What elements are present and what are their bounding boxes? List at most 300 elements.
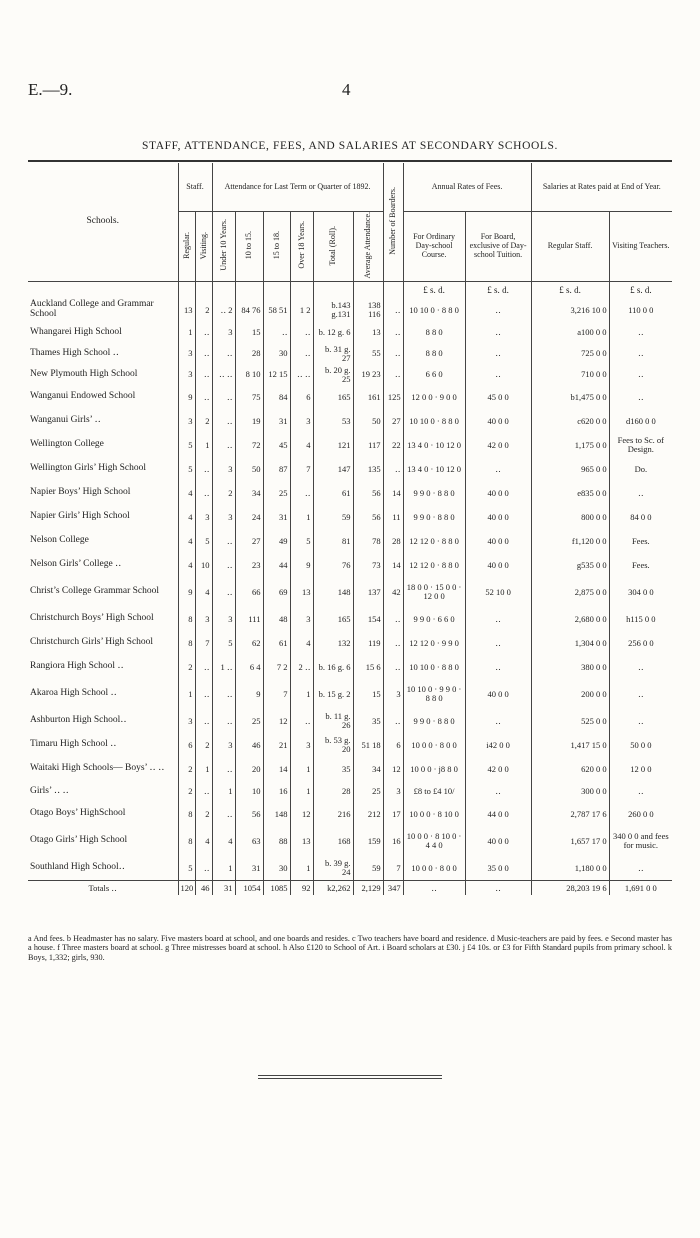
age-15-18: 45 (263, 433, 290, 457)
staff-regular: 8 (178, 802, 195, 826)
col-schools: Schools. (28, 163, 178, 282)
staff-regular: 5 (178, 457, 195, 481)
total-roll: 168 (313, 826, 353, 856)
unit-shillings: s. (566, 285, 572, 296)
school-name: Christchurch Girls’ High School (30, 637, 154, 648)
staff-regular: 8 (178, 607, 195, 631)
total-staff-regular: 120 (178, 881, 195, 896)
staff-regular: 4 (178, 505, 195, 529)
average-attendance: 159 (353, 826, 383, 856)
salary-regular: 1,175 0 0 (531, 433, 609, 457)
average-attendance: 19 23 (353, 364, 383, 385)
total-roll: b. 39 g. 24 (313, 856, 353, 881)
fee-day-school: £8 to £4 10/ (403, 781, 465, 802)
fee-board: ‥ (465, 631, 531, 655)
under-10: ‥ (212, 577, 235, 607)
school-name: Timaru High School ‥ (30, 739, 117, 750)
staff-visiting: ‥ (195, 364, 212, 385)
staff-visiting: ‥ (195, 481, 212, 505)
school-name: Akaroa High School ‥ (30, 688, 117, 699)
staff-regular: 6 (178, 733, 195, 757)
fee-board: ‥ (465, 457, 531, 481)
average-attendance: 51 18 (353, 733, 383, 757)
under-10: ‥ (212, 679, 235, 709)
fee-board: ‥ (465, 607, 531, 631)
salary-visiting: 260 0 0 (609, 802, 672, 826)
table-row (28, 343, 672, 364)
salary-visiting: h115 0 0 (609, 607, 672, 631)
total-roll: 61 (313, 481, 353, 505)
salary-visiting: Fees to Sc. of Design. (609, 433, 672, 457)
age-10-15: 15 (235, 322, 263, 343)
total-roll: 165 (313, 607, 353, 631)
average-attendance: 25 (353, 781, 383, 802)
age-10-15: 62 (235, 631, 263, 655)
over-18: 1 (290, 856, 313, 881)
salary-regular: 1,417 15 0 (531, 733, 609, 757)
staff-visiting: ‥ (195, 655, 212, 679)
total-roll: b. 15 g. 2 (313, 679, 353, 709)
salary-regular: a100 0 0 (531, 322, 609, 343)
over-18: 3 (290, 607, 313, 631)
over-18: 3 (290, 409, 313, 433)
total-roll: 76 (313, 553, 353, 577)
col-fee-board: For Board, exclusive of Day-school Tuition. (465, 212, 531, 282)
fee-day-school: 10 10 0 · 9 9 0 · 8 8 0 (403, 679, 465, 709)
salary-visiting: 110 0 0 (609, 298, 672, 322)
age-15-18: 7 2 (263, 655, 290, 679)
school-name: Waitaki High Schools— Boys’ ‥ ‥ (30, 763, 165, 774)
under-10: ‥ (212, 757, 235, 781)
average-attendance: 56 (353, 481, 383, 505)
age-10-15: 56 (235, 802, 263, 826)
salary-regular: 1,180 0 0 (531, 856, 609, 881)
fee-board: 40 0 0 (465, 529, 531, 553)
average-attendance: 135 (353, 457, 383, 481)
boarders: 42 (383, 577, 403, 607)
staff-regular: 2 (178, 757, 195, 781)
total-age-10-15: 1054 (235, 881, 263, 896)
closing-rule (258, 1078, 442, 1079)
staff-visiting: 4 (195, 826, 212, 856)
average-attendance: 50 (353, 409, 383, 433)
staff-regular: 8 (178, 631, 195, 655)
age-15-18: 31 (263, 409, 290, 433)
boarders: ‥ (383, 343, 403, 364)
total-total-roll: k2,262 (313, 881, 353, 896)
boarders: ‥ (383, 322, 403, 343)
total-roll: b. 16 g. 6 (313, 655, 353, 679)
total-average-attendance: 2,129 (353, 881, 383, 896)
salary-visiting: ‥ (609, 322, 672, 343)
fee-day-school: 10 10 0 · 8 8 0 (403, 655, 465, 679)
total-roll: 53 (313, 409, 353, 433)
table-title: STAFF, ATTENDANCE, FEES, AND SALARIES AT SECONDARY SCHOOLS. (142, 140, 558, 152)
fee-board: 35 0 0 (465, 856, 531, 881)
col-salaries: Salaries at Rates paid at End of Year. (531, 163, 672, 212)
total-roll: b. 31 g. 27 (313, 343, 353, 364)
staff-visiting: 2 (195, 733, 212, 757)
salary-visiting: ‥ (609, 856, 672, 881)
fee-day-school: 10 0 0 · 8 10 0 · 4 4 0 (403, 826, 465, 856)
staff-visiting: ‥ (195, 856, 212, 881)
boarders: 7 (383, 856, 403, 881)
fee-day-school: 6 6 0 (403, 364, 465, 385)
total-roll: b. 11 g. 26 (313, 709, 353, 733)
salary-visiting: ‥ (609, 781, 672, 802)
age-15-18: 69 (263, 577, 290, 607)
table-row (28, 433, 672, 457)
boarders: ‥ (383, 298, 403, 322)
fee-board: 40 0 0 (465, 553, 531, 577)
salary-regular: f1,120 0 0 (531, 529, 609, 553)
table-row (28, 631, 672, 655)
age-15-18: 44 (263, 553, 290, 577)
age-15-18: 84 (263, 385, 290, 409)
col-average: Average Attendance. (353, 212, 383, 282)
age-10-15: 10 (235, 781, 263, 802)
boarders: ‥ (383, 607, 403, 631)
fee-board: 40 0 0 (465, 409, 531, 433)
unit-shillings: s. (636, 285, 643, 296)
salary-visiting: ‥ (609, 655, 672, 679)
boarders: 12 (383, 757, 403, 781)
table-row (28, 655, 672, 679)
unit-shillings: s. (430, 285, 436, 296)
staff-visiting: 7 (195, 631, 212, 655)
age-10-15: 63 (235, 826, 263, 856)
age-10-15: 50 (235, 457, 263, 481)
age-15-18: 148 (263, 802, 290, 826)
staff-visiting: 2 (195, 298, 212, 322)
age-10-15: 72 (235, 433, 263, 457)
units-row (28, 282, 672, 299)
staff-visiting: 2 (195, 802, 212, 826)
secondary-schools-table (28, 163, 672, 895)
age-15-18: ‥ (263, 322, 290, 343)
totals-row (28, 881, 672, 896)
fee-board: 42 0 0 (465, 757, 531, 781)
salary-regular: e835 0 0 (531, 481, 609, 505)
under-10: ‥ (212, 802, 235, 826)
age-15-18: 14 (263, 757, 290, 781)
total-roll: b.143 g.131 (313, 298, 353, 322)
boarders: 17 (383, 802, 403, 826)
staff-regular: 3 (178, 343, 195, 364)
footnotes: a And fees. b Headmaster has no salary. Five masters board at school, and one boards and resides. c Two teachers have board and residence. d Music-teachers are paid by fees. e Second master has a house. f Three masters board at school. g Three mistresses board at school. h Also £120 to School of Art. i Board scholars at £30. j £4 10s. or £3 for Fifth Standard pupils from primary school. k Boys, 1,332; girls, 930. (28, 934, 672, 962)
fee-day-school: 13 4 0 · 10 12 0 (403, 457, 465, 481)
table-row (28, 802, 672, 826)
average-attendance: 78 (353, 529, 383, 553)
salary-regular: 200 0 0 (531, 679, 609, 709)
average-attendance: 13 (353, 322, 383, 343)
age-10-15: 31 (235, 856, 263, 881)
total-under-10: 31 (212, 881, 235, 896)
table-row (28, 457, 672, 481)
col-10-15: 10 to 15. (235, 212, 263, 282)
salary-regular: 2,875 0 0 (531, 577, 609, 607)
salary-regular: 300 0 0 (531, 781, 609, 802)
under-10: ‥ (212, 343, 235, 364)
total-boarders: 347 (383, 881, 403, 896)
under-10: 3 (212, 733, 235, 757)
col-salary-regular: Regular Staff. (531, 212, 609, 282)
age-15-18: 61 (263, 631, 290, 655)
under-10: ‥ 2 (212, 298, 235, 322)
salary-visiting: 256 0 0 (609, 631, 672, 655)
salary-regular: 725 0 0 (531, 343, 609, 364)
boarders: 27 (383, 409, 403, 433)
boarders: 14 (383, 481, 403, 505)
school-name: Napier Girls’ High School (30, 511, 130, 522)
boarders: 14 (383, 553, 403, 577)
boarders: ‥ (383, 457, 403, 481)
total-roll: 81 (313, 529, 353, 553)
under-10: 2 (212, 481, 235, 505)
table-row (28, 757, 672, 781)
age-15-18: 12 (263, 709, 290, 733)
total-fee-board: ‥ (465, 881, 531, 896)
age-10-15: 46 (235, 733, 263, 757)
staff-regular: 9 (178, 385, 195, 409)
fee-board: ‥ (465, 655, 531, 679)
table-row (28, 553, 672, 577)
age-15-18: 25 (263, 481, 290, 505)
total-roll: 121 (313, 433, 353, 457)
over-18: 1 (290, 757, 313, 781)
over-18: 1 (290, 679, 313, 709)
under-10: 1 ‥ (212, 655, 235, 679)
staff-visiting: 3 (195, 607, 212, 631)
salary-visiting: 304 0 0 (609, 577, 672, 607)
salary-visiting: ‥ (609, 679, 672, 709)
under-10: 3 (212, 322, 235, 343)
salary-regular: g535 0 0 (531, 553, 609, 577)
fee-board: 40 0 0 (465, 481, 531, 505)
school-name: Whangarei High School (30, 326, 122, 337)
total-roll: b. 12 g. 6 (313, 322, 353, 343)
unit-pence: d. (644, 285, 652, 296)
fee-board: 42 0 0 (465, 433, 531, 457)
salary-regular: 3,216 10 0 (531, 298, 609, 322)
average-attendance: 15 6 (353, 655, 383, 679)
table-row (28, 607, 672, 631)
boarders: ‥ (383, 364, 403, 385)
school-name: Girls’ ‥ ‥ (30, 785, 69, 796)
table-row (28, 709, 672, 733)
under-10: 3 (212, 505, 235, 529)
table-row (28, 781, 672, 802)
fee-day-school: 8 8 0 (403, 322, 465, 343)
boarders: ‥ (383, 655, 403, 679)
age-10-15: 84 76 (235, 298, 263, 322)
boarders: 3 (383, 781, 403, 802)
age-10-15: 25 (235, 709, 263, 733)
salary-regular: 1,657 17 0 (531, 826, 609, 856)
over-18: 13 (290, 577, 313, 607)
salary-regular: 710 0 0 (531, 364, 609, 385)
fee-day-school: 10 0 0 · 8 0 0 (403, 856, 465, 881)
fee-day-school: 10 0 0 · 8 0 0 (403, 733, 465, 757)
fee-board: ‥ (465, 781, 531, 802)
under-10: 1 (212, 856, 235, 881)
under-10: ‥ (212, 529, 235, 553)
fee-board: 40 0 0 (465, 505, 531, 529)
col-fee-day: For Ordinary Day-school Course. (403, 212, 465, 282)
table-row (28, 385, 672, 409)
fee-day-school: 10 10 0 · 8 8 0 (403, 409, 465, 433)
fee-board: 40 0 0 (465, 826, 531, 856)
salary-regular: 380 0 0 (531, 655, 609, 679)
age-15-18: 21 (263, 733, 290, 757)
fee-day-school: 12 12 0 · 9 9 0 (403, 631, 465, 655)
table-row (28, 409, 672, 433)
over-18: 1 2 (290, 298, 313, 322)
fee-day-school: 10 10 0 · 8 8 0 (403, 298, 465, 322)
col-attendance: Attendance for Last Term or Quarter of 1892. (212, 163, 383, 212)
total-fee-day-school: ‥ (403, 881, 465, 896)
school-name: Wellington Girls’ High School (30, 463, 146, 474)
unit-pounds: £ (630, 285, 635, 296)
fee-day-school: 9 9 0 · 8 8 0 (403, 709, 465, 733)
school-name: Nelson Girls’ College ‥ (30, 559, 122, 570)
staff-visiting: 3 (195, 505, 212, 529)
age-10-15: 8 10 (235, 364, 263, 385)
fee-day-school: 13 4 0 · 10 12 0 (403, 433, 465, 457)
table-row (28, 679, 672, 709)
school-name: Wanganui Endowed School (30, 391, 136, 402)
salary-regular: 2,680 0 0 (531, 607, 609, 631)
average-attendance: 15 (353, 679, 383, 709)
age-10-15: 28 (235, 343, 263, 364)
salary-regular: 965 0 0 (531, 457, 609, 481)
age-15-18: 7 (263, 679, 290, 709)
salary-regular: 620 0 0 (531, 757, 609, 781)
fee-board: ‥ (465, 298, 531, 322)
staff-regular: 2 (178, 655, 195, 679)
boarders: 125 (383, 385, 403, 409)
boarders: 28 (383, 529, 403, 553)
unit-pence: d. (502, 285, 509, 296)
unit-pence: d. (574, 285, 581, 296)
total-roll: 59 (313, 505, 353, 529)
age-15-18: 30 (263, 343, 290, 364)
age-10-15: 34 (235, 481, 263, 505)
closing-rule (258, 1075, 442, 1076)
over-18: ‥ (290, 322, 313, 343)
under-10: 4 (212, 826, 235, 856)
fee-day-school: 18 0 0 · 15 0 0 · 12 0 0 (403, 577, 465, 607)
average-attendance: 212 (353, 802, 383, 826)
salary-visiting: Fees. (609, 529, 672, 553)
age-10-15: 24 (235, 505, 263, 529)
fee-day-school: 8 8 0 (403, 343, 465, 364)
staff-regular: 4 (178, 553, 195, 577)
age-10-15: 75 (235, 385, 263, 409)
fee-board: ‥ (465, 709, 531, 733)
salary-visiting: 84 0 0 (609, 505, 672, 529)
col-staff: Staff. (178, 163, 212, 212)
fee-board: 45 0 0 (465, 385, 531, 409)
boarders: 22 (383, 433, 403, 457)
salary-visiting: ‥ (609, 481, 672, 505)
staff-visiting: 1 (195, 757, 212, 781)
staff-regular: 3 (178, 709, 195, 733)
col-boarders: Number of Boarders. (383, 163, 403, 282)
total-roll: 147 (313, 457, 353, 481)
staff-regular: 1 (178, 679, 195, 709)
under-10: ‥ (212, 385, 235, 409)
total-roll: b. 20 g. 25 (313, 364, 353, 385)
staff-regular: 4 (178, 481, 195, 505)
salary-visiting: ‥ (609, 364, 672, 385)
average-attendance: 117 (353, 433, 383, 457)
average-attendance: 59 (353, 856, 383, 881)
average-attendance: 55 (353, 343, 383, 364)
fee-board: i42 0 0 (465, 733, 531, 757)
school-name: Otago Boys’ HighSchool (30, 808, 126, 819)
school-name: Rangiora High School ‥ (30, 661, 124, 672)
unit-pounds: £ (423, 285, 428, 296)
school-name: Wanganui Girls’ ‥ (30, 415, 101, 426)
under-10: ‥ (212, 433, 235, 457)
over-18: 2 ‥ (290, 655, 313, 679)
boarders: ‥ (383, 631, 403, 655)
age-10-15: 27 (235, 529, 263, 553)
over-18: 9 (290, 553, 313, 577)
age-10-15: 6 4 (235, 655, 263, 679)
staff-regular: 2 (178, 781, 195, 802)
fee-day-school: 9 9 0 · 8 8 0 (403, 481, 465, 505)
staff-regular: 3 (178, 409, 195, 433)
age-10-15: 9 (235, 679, 263, 709)
age-15-18: 49 (263, 529, 290, 553)
average-attendance: 137 (353, 577, 383, 607)
staff-visiting: 4 (195, 577, 212, 607)
salary-regular: b1,475 0 0 (531, 385, 609, 409)
age-15-18: 30 (263, 856, 290, 881)
age-15-18: 48 (263, 607, 290, 631)
staff-regular: 9 (178, 577, 195, 607)
boarders: 16 (383, 826, 403, 856)
table-row (28, 322, 672, 343)
fee-board: ‥ (465, 343, 531, 364)
average-attendance: 34 (353, 757, 383, 781)
boarders: 11 (383, 505, 403, 529)
table-row (28, 364, 672, 385)
total-roll: 148 (313, 577, 353, 607)
staff-regular: 5 (178, 433, 195, 457)
school-name: Christchurch Boys’ High School (30, 613, 154, 624)
table-row (28, 733, 672, 757)
over-18: 3 (290, 733, 313, 757)
age-15-18: 88 (263, 826, 290, 856)
col-over18: Over 18 Years. (290, 212, 313, 282)
staff-visiting: ‥ (195, 385, 212, 409)
under-10: 3 (212, 607, 235, 631)
table-row (28, 529, 672, 553)
staff-visiting: ‥ (195, 343, 212, 364)
table-row (28, 856, 672, 881)
col-total-roll: Total (Roll). (313, 212, 353, 282)
age-15-18: 87 (263, 457, 290, 481)
over-18: 1 (290, 781, 313, 802)
school-name: Christ’s College Grammar School (30, 586, 160, 597)
fee-day-school: 10 0 0 · j8 8 0 (403, 757, 465, 781)
page-number: 4 (342, 80, 351, 99)
fee-day-school: 9 9 0 · 8 8 0 (403, 505, 465, 529)
under-10: 1 (212, 781, 235, 802)
